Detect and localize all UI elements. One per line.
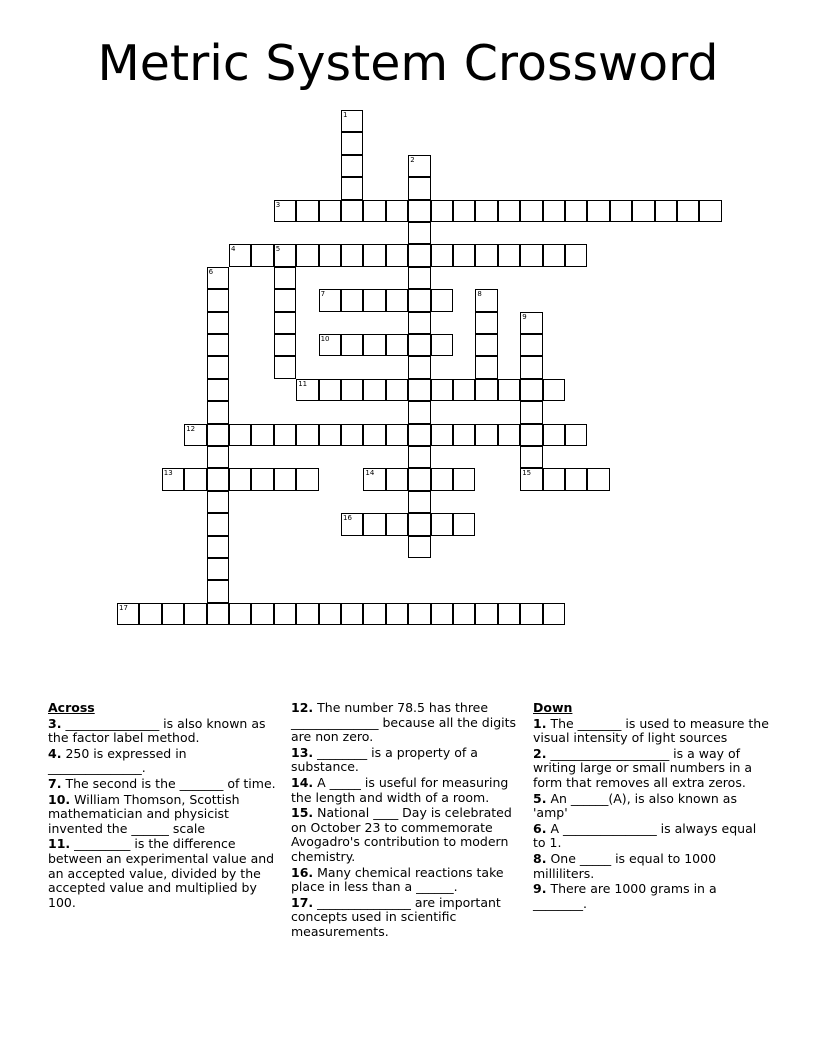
grid-cell[interactable] — [319, 289, 341, 311]
grid-cell[interactable] — [274, 289, 296, 311]
clue-number-label: 3. — [48, 715, 62, 731]
grid-cell[interactable] — [341, 200, 363, 222]
grid-cell[interactable] — [475, 200, 497, 222]
grid-cell[interactable] — [207, 558, 229, 580]
clue-text: A _____ is useful for measuring the length and width of a room. — [291, 774, 509, 805]
grid-cell[interactable] — [274, 334, 296, 356]
grid-cell[interactable] — [520, 424, 542, 446]
grid-cell[interactable] — [207, 289, 229, 311]
grid-cell[interactable] — [341, 334, 363, 356]
clue-text: 250 is expressed in _______________. — [48, 745, 187, 776]
clue-number-label: 2. — [533, 745, 547, 761]
grid-cell[interactable] — [431, 468, 453, 490]
grid-cell[interactable] — [408, 536, 430, 558]
grid-cell[interactable] — [408, 356, 430, 378]
grid-cell[interactable] — [207, 513, 229, 535]
clue-number: 1 — [343, 111, 348, 119]
clue-number-label: 10. — [48, 791, 71, 807]
clue-number-label: 7. — [48, 775, 62, 791]
grid-cell[interactable] — [386, 603, 408, 625]
grid-cell[interactable] — [543, 200, 565, 222]
grid-cell[interactable] — [386, 244, 408, 266]
across-clue — [48, 793, 276, 837]
clue-number-label: 6. — [533, 820, 547, 836]
grid-cell[interactable] — [207, 401, 229, 423]
clue-number-label: 17. — [291, 894, 314, 910]
clue-number: 10 — [320, 335, 330, 343]
grid-cell[interactable] — [475, 356, 497, 378]
clue-number-label: 16. — [291, 864, 314, 880]
grid-cell[interactable] — [274, 267, 296, 289]
clue-number-label: 1. — [533, 715, 547, 731]
grid-cell[interactable] — [319, 379, 341, 401]
clue-text: William Thomson, Scottish mathematician and physicist invented the ______ scale — [48, 791, 240, 836]
grid-cell[interactable] — [274, 468, 296, 490]
grid-cell[interactable] — [229, 424, 251, 446]
grid-cell[interactable] — [341, 110, 363, 132]
grid-cell[interactable] — [274, 603, 296, 625]
clue-text: The second is the _______ of time. — [65, 775, 276, 791]
grid-cell[interactable] — [229, 244, 251, 266]
grid-cell[interactable] — [229, 603, 251, 625]
grid-cell[interactable] — [408, 513, 430, 535]
clue-number-label: 4. — [48, 745, 62, 761]
grid-cell[interactable] — [363, 379, 385, 401]
clue-number-label: 5. — [533, 790, 547, 806]
grid-cell[interactable] — [319, 244, 341, 266]
grid-cell[interactable] — [184, 468, 206, 490]
grid-cell[interactable] — [319, 603, 341, 625]
grid-cell[interactable] — [565, 200, 587, 222]
grid-cell[interactable] — [408, 200, 430, 222]
across-clue — [291, 701, 519, 745]
grid-cell[interactable] — [520, 401, 542, 423]
grid-cell[interactable] — [408, 244, 430, 266]
down-clues-column — [533, 701, 771, 912]
grid-cell[interactable] — [363, 200, 385, 222]
clue-number: 11 — [298, 379, 308, 388]
grid-cell[interactable] — [207, 334, 229, 356]
clue-section-heading: Down — [533, 700, 573, 715]
clue-text: One _____ is equal to 1000 milliliters. — [533, 850, 717, 881]
clue-number: 7 — [320, 290, 326, 299]
grid-cell[interactable] — [543, 424, 565, 446]
grid-cell[interactable] — [117, 603, 139, 625]
grid-cell[interactable] — [475, 289, 497, 311]
grid-cell[interactable] — [274, 244, 296, 266]
grid-cell[interactable] — [520, 312, 542, 334]
grid-cell[interactable] — [251, 468, 273, 490]
grid-cell[interactable] — [207, 424, 229, 446]
grid-cell[interactable] — [408, 603, 430, 625]
clue-text: The _______ is used to measure the visual intensity of light sources — [533, 715, 769, 746]
clue-text: There are 1000 grams in a ________. — [533, 881, 717, 911]
clue-text: _______________ are important concepts used in scientific measurements. — [291, 894, 501, 939]
down-clue — [533, 747, 771, 791]
grid-cell[interactable] — [475, 603, 497, 625]
grid-cell[interactable] — [319, 200, 341, 222]
grid-cell[interactable] — [363, 468, 385, 490]
grid-cell[interactable] — [386, 200, 408, 222]
grid-cell[interactable] — [408, 446, 430, 468]
grid-cell[interactable] — [408, 312, 430, 334]
clue-number-label: 14. — [291, 774, 314, 790]
grid-cell[interactable] — [408, 491, 430, 513]
clue-number: 17 — [119, 603, 128, 612]
grid-cell[interactable] — [520, 379, 542, 401]
grid-cell[interactable] — [498, 200, 520, 222]
grid-cell[interactable] — [565, 468, 587, 490]
across-clue — [48, 837, 276, 910]
grid-cell[interactable] — [453, 513, 475, 535]
grid-cell[interactable] — [363, 334, 385, 356]
grid-cell[interactable] — [453, 244, 475, 266]
grid-cell[interactable] — [520, 334, 542, 356]
grid-cell[interactable] — [475, 424, 497, 446]
grid-cell[interactable] — [408, 289, 430, 311]
grid-cell[interactable] — [207, 379, 229, 401]
grid-cell[interactable] — [453, 468, 475, 490]
grid-cell[interactable] — [386, 334, 408, 356]
grid-cell[interactable] — [520, 356, 542, 378]
grid-cell[interactable] — [386, 379, 408, 401]
grid-cell[interactable] — [274, 424, 296, 446]
grid-cell[interactable] — [498, 379, 520, 401]
clue-number-label: 9. — [533, 881, 547, 897]
grid-cell[interactable] — [319, 424, 341, 446]
grid-cell[interactable] — [184, 424, 206, 446]
clue-number-label: 11. — [48, 836, 71, 852]
grid-cell[interactable] — [655, 200, 677, 222]
grid-cell[interactable] — [475, 244, 497, 266]
grid-cell[interactable] — [453, 424, 475, 446]
grid-cell[interactable] — [341, 177, 363, 199]
across-clue — [48, 747, 276, 776]
grid-cell[interactable] — [139, 603, 161, 625]
clue-number: 8 — [477, 290, 482, 299]
grid-cell[interactable] — [565, 424, 587, 446]
grid-cell[interactable] — [431, 379, 453, 401]
grid-cell[interactable] — [677, 200, 699, 222]
grid-cell[interactable] — [431, 289, 453, 311]
grid-cell[interactable] — [610, 200, 632, 222]
clue-number: 13 — [163, 469, 173, 478]
down-clue — [533, 882, 771, 911]
down-clue — [533, 852, 771, 881]
across-clue — [48, 777, 276, 792]
grid-cell[interactable] — [341, 132, 363, 154]
clue-text: _________ is the difference between an experimental value and an accepted value, divided by the accepted value and multiplied by 100. — [48, 836, 275, 910]
clue-number-label: 12. — [291, 700, 314, 715]
grid-cell[interactable] — [498, 424, 520, 446]
clue-number-label: 13. — [291, 744, 314, 760]
clue-number: 12 — [186, 424, 196, 433]
clue-text: Many chemical reactions take place in less than a ______. — [291, 864, 504, 895]
grid-cell[interactable] — [520, 603, 542, 625]
grid-cell[interactable] — [386, 513, 408, 535]
grid-cell[interactable] — [296, 424, 318, 446]
clue-text: A _______________ is always equal to 1. — [533, 820, 757, 851]
down-clue — [533, 717, 771, 746]
across-clue — [291, 866, 519, 895]
grid-cell[interactable] — [363, 603, 385, 625]
clue-number: 16 — [343, 514, 352, 523]
grid-cell[interactable] — [408, 401, 430, 423]
clue-section-heading: Across — [48, 700, 95, 715]
clue-text: ________ is a property of a substance. — [291, 744, 478, 775]
across-clue — [48, 717, 276, 746]
grid-cell[interactable] — [207, 356, 229, 378]
grid-cell[interactable] — [699, 200, 721, 222]
grid-cell[interactable] — [341, 379, 363, 401]
grid-cell[interactable] — [363, 424, 385, 446]
grid-cell[interactable] — [229, 468, 251, 490]
clue-number: 14 — [365, 469, 375, 478]
grid-cell[interactable] — [251, 424, 273, 446]
grid-cell[interactable] — [319, 334, 341, 356]
across-clue — [291, 746, 519, 775]
grid-cell[interactable] — [498, 244, 520, 266]
grid-cell[interactable] — [207, 580, 229, 602]
grid-cell[interactable] — [341, 603, 363, 625]
grid-cell[interactable] — [363, 289, 385, 311]
grid-cell[interactable] — [453, 603, 475, 625]
grid-cell[interactable] — [296, 468, 318, 490]
grid-cell[interactable] — [520, 200, 542, 222]
grid-cell[interactable] — [363, 513, 385, 535]
clue-number: 5 — [275, 245, 281, 254]
grid-cell[interactable] — [207, 468, 229, 490]
grid-cell[interactable] — [408, 155, 430, 177]
clue-number: 15 — [522, 469, 532, 478]
clue-number: 9 — [522, 312, 527, 321]
grid-cell[interactable] — [498, 603, 520, 625]
clue-number: 3 — [275, 200, 281, 209]
clue-number: 6 — [208, 267, 214, 276]
clue-number-label: 8. — [533, 850, 547, 866]
grid-cell[interactable] — [207, 536, 229, 558]
grid-cell[interactable] — [207, 267, 229, 289]
grid-cell[interactable] — [543, 468, 565, 490]
grid-cell[interactable] — [386, 289, 408, 311]
grid-cell[interactable] — [386, 424, 408, 446]
grid-cell[interactable] — [431, 603, 453, 625]
clue-text: The number 78.5 has three ______________ because all the digits are non zero. — [291, 700, 517, 745]
clue-number: 4 — [231, 245, 236, 254]
clue-text: An ______(A), is also known as 'amp' — [533, 790, 737, 821]
grid-cell[interactable] — [274, 356, 296, 378]
clue-number-label: 15. — [291, 805, 314, 821]
grid-cell[interactable] — [207, 312, 229, 334]
grid-cell[interactable] — [431, 513, 453, 535]
grid-cell[interactable] — [408, 177, 430, 199]
grid-cell[interactable] — [408, 379, 430, 401]
grid-cell[interactable] — [341, 289, 363, 311]
down-clue — [533, 822, 771, 851]
grid-cell[interactable] — [274, 312, 296, 334]
grid-cell[interactable] — [296, 603, 318, 625]
grid-cell[interactable] — [453, 200, 475, 222]
grid-cell[interactable] — [408, 424, 430, 446]
grid-cell[interactable] — [520, 244, 542, 266]
grid-cell[interactable] — [431, 244, 453, 266]
grid-cell[interactable] — [341, 513, 363, 535]
clue-text: ___________________ is a way of writing large or small numbers in a form that removes all extra zeros. — [533, 745, 753, 790]
grid-cell[interactable] — [632, 200, 654, 222]
grid-cell[interactable] — [162, 468, 184, 490]
grid-cell[interactable] — [520, 446, 542, 468]
grid-cell[interactable] — [543, 379, 565, 401]
grid-cell[interactable] — [408, 267, 430, 289]
grid-cell[interactable] — [408, 468, 430, 490]
grid-cell[interactable] — [543, 244, 565, 266]
down-clue — [533, 792, 771, 821]
across-clue — [291, 776, 519, 805]
grid-cell[interactable] — [475, 312, 497, 334]
grid-cell[interactable] — [341, 244, 363, 266]
grid-cell[interactable] — [363, 244, 385, 266]
clue-text: National ____ Day is celebrated on October 23 to commemorate Avogadro's contribution to modern chemistry. — [291, 805, 512, 864]
grid-cell[interactable] — [386, 468, 408, 490]
page-title: Metric System Crossword — [97, 35, 719, 92]
grid-cell[interactable] — [543, 603, 565, 625]
grid-cell[interactable] — [520, 468, 542, 490]
grid-cell[interactable] — [296, 379, 318, 401]
grid-cell[interactable] — [408, 334, 430, 356]
grid-cell[interactable] — [296, 244, 318, 266]
grid-cell[interactable] — [587, 468, 609, 490]
grid-cell[interactable] — [565, 244, 587, 266]
across-clues-column-2 — [291, 701, 519, 941]
grid-cell[interactable] — [296, 200, 318, 222]
grid-cell[interactable] — [274, 200, 296, 222]
grid-cell[interactable] — [341, 424, 363, 446]
grid-cell[interactable] — [341, 155, 363, 177]
grid-cell[interactable] — [207, 603, 229, 625]
grid-cell[interactable] — [184, 603, 206, 625]
grid-cell[interactable] — [431, 334, 453, 356]
across-clue — [291, 806, 519, 864]
grid-cell[interactable] — [431, 424, 453, 446]
grid-cell[interactable] — [475, 379, 497, 401]
grid-cell[interactable] — [431, 200, 453, 222]
grid-cell[interactable] — [207, 491, 229, 513]
clue-number: 2 — [410, 155, 415, 164]
grid-cell[interactable] — [162, 603, 184, 625]
grid-cell[interactable] — [453, 379, 475, 401]
grid-cell[interactable] — [251, 244, 273, 266]
grid-cell[interactable] — [408, 222, 430, 244]
grid-cell[interactable] — [251, 603, 273, 625]
grid-cell[interactable] — [475, 334, 497, 356]
across-clue — [291, 896, 519, 940]
clue-text: _______________ is also known as the factor label method. — [48, 715, 266, 746]
grid-cell[interactable] — [587, 200, 609, 222]
across-clues-column-1 — [48, 701, 276, 911]
grid-cell[interactable] — [207, 446, 229, 468]
